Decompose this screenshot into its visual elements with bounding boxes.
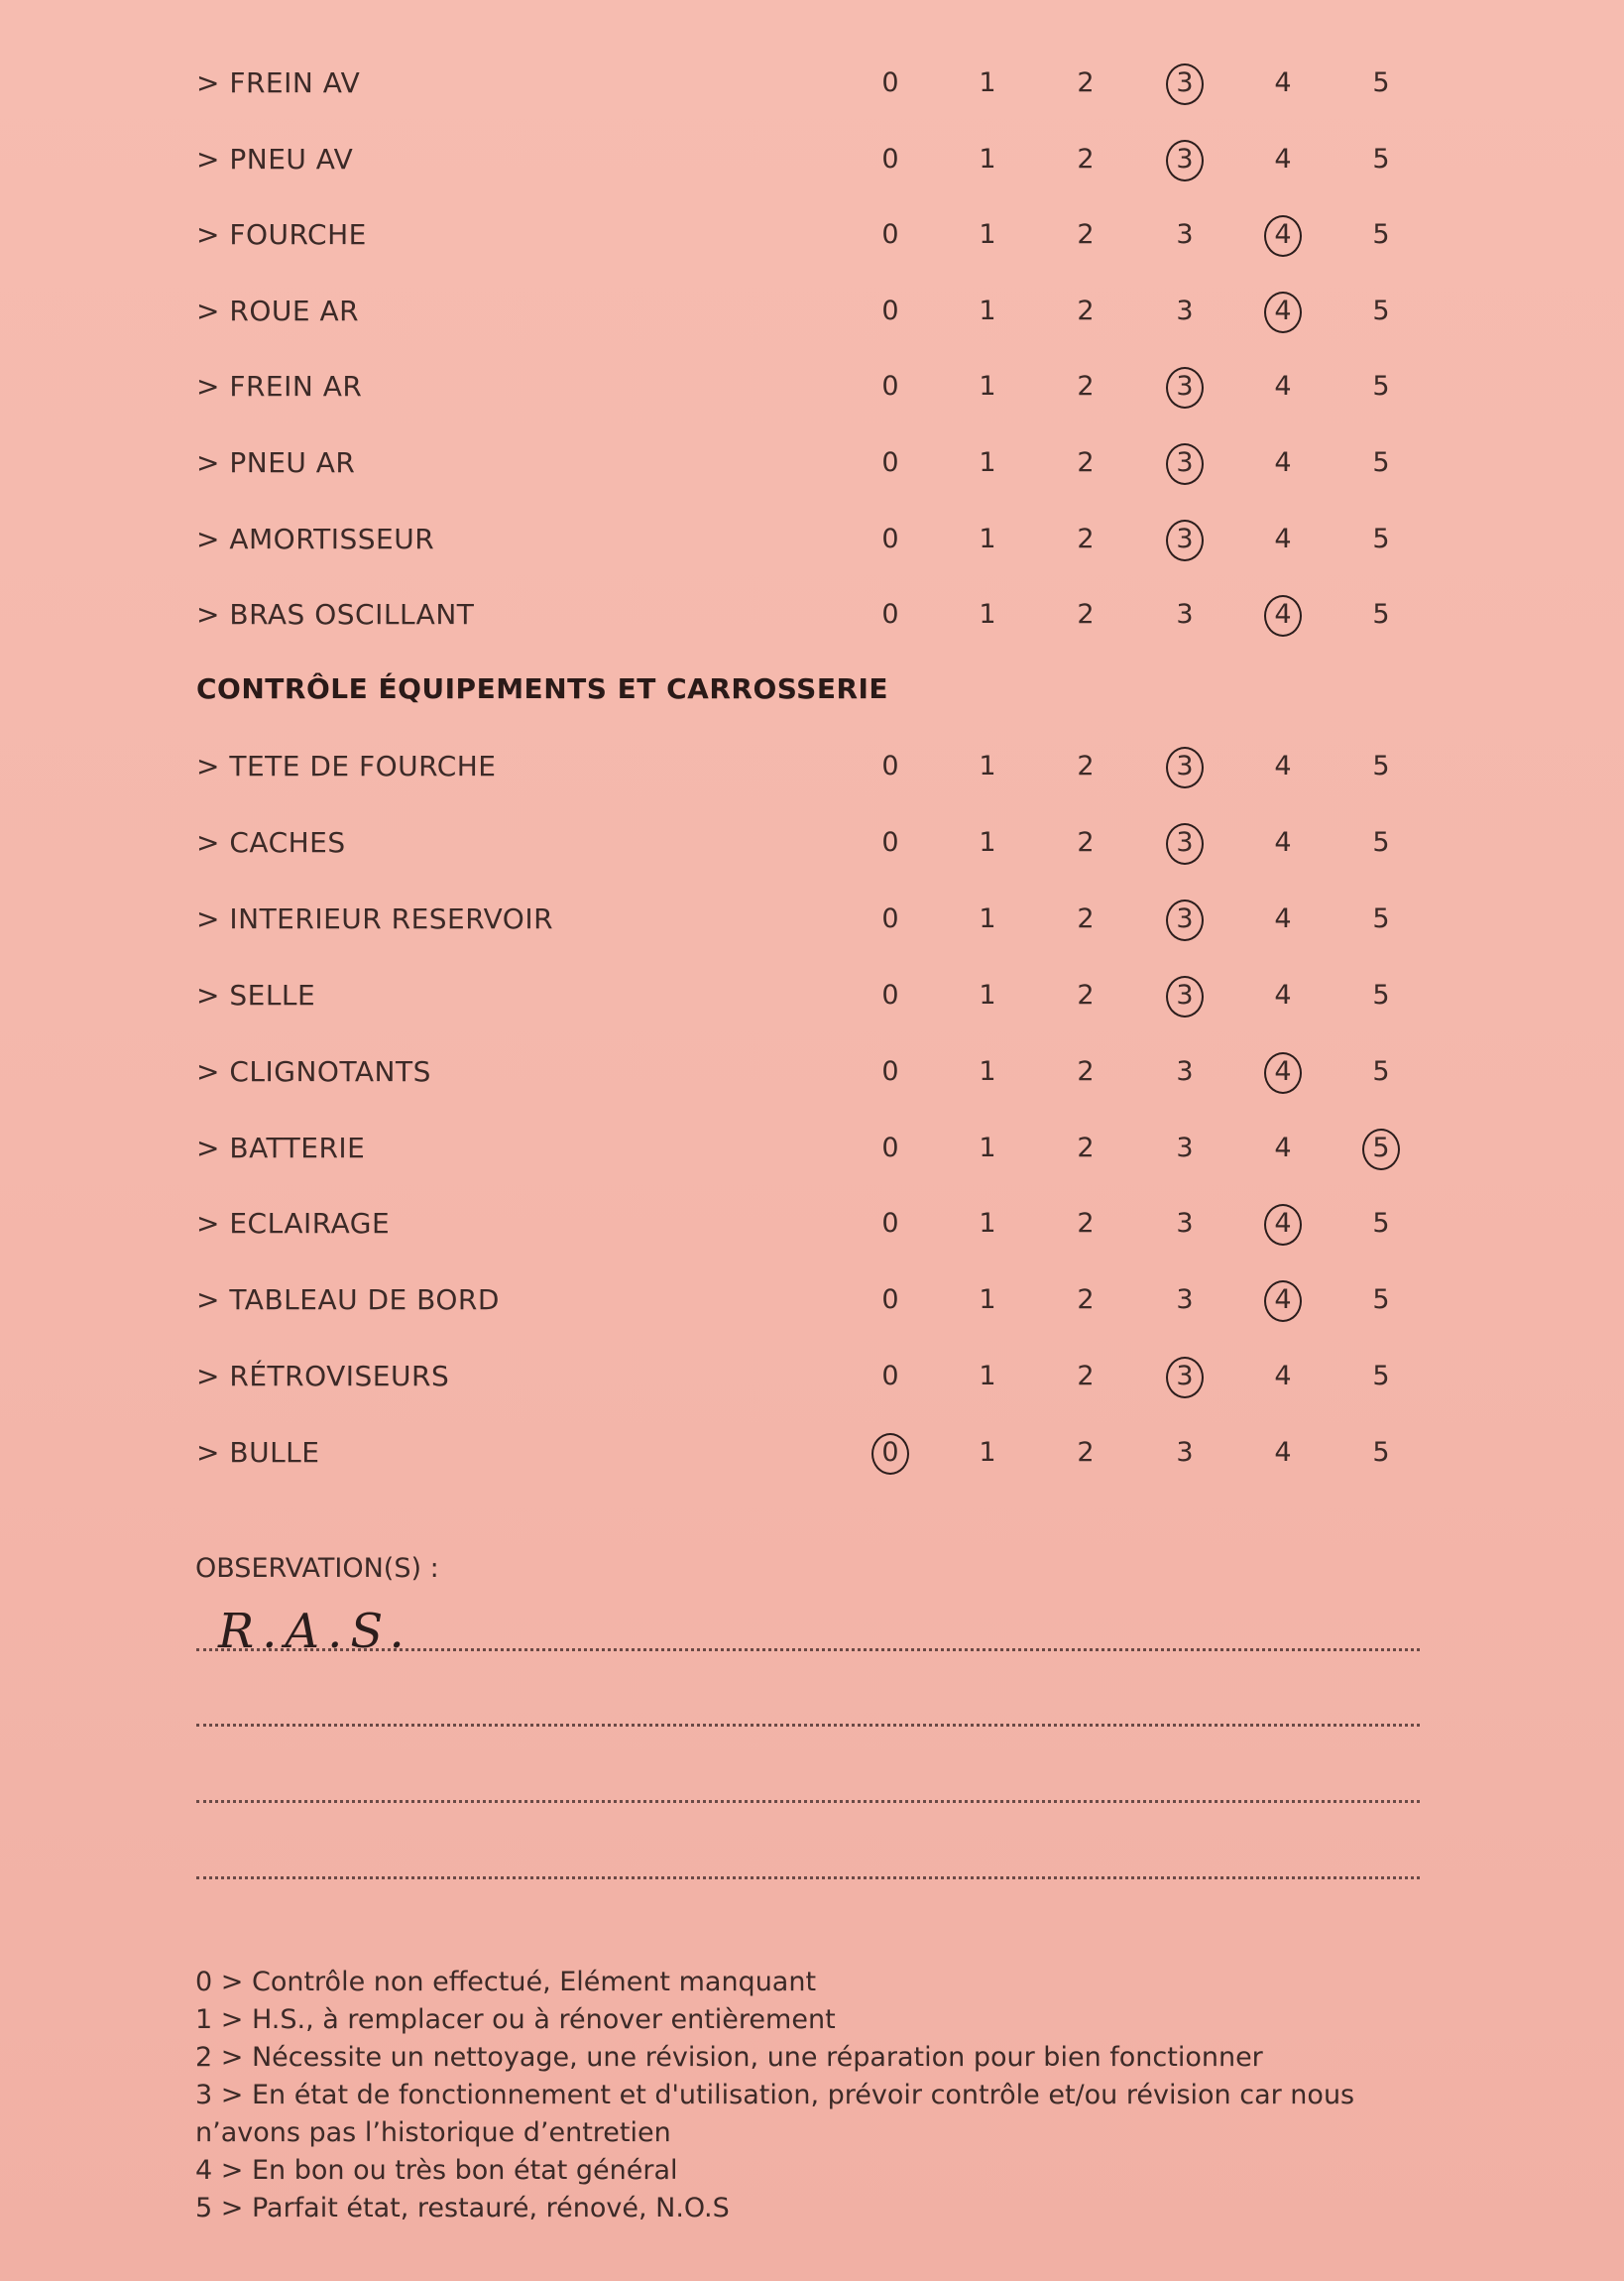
checklist-row [0, 1042, 1624, 1102]
legend-line: 1 > H.S., à remplacer ou à rénover entièrement [195, 2004, 836, 2035]
legend-line: 0 > Contrôle non effectué, Elément manquant [195, 1967, 817, 1997]
rating-option[interactable]: 0 [881, 1284, 899, 1316]
checklist-row [0, 510, 1624, 569]
legend-line: n’avons pas l’historique d’entretien [195, 2117, 671, 2148]
item-label: > PNEU AR [196, 446, 356, 479]
rating-option[interactable]: 2 [1077, 371, 1095, 403]
rating-option[interactable]: 5 [1372, 295, 1390, 326]
rating-option-circled[interactable]: 3 [1160, 890, 1210, 949]
rating-option[interactable]: 5 [1372, 371, 1390, 403]
rating-option[interactable]: 4 [1274, 143, 1292, 175]
checklist-row [0, 585, 1624, 645]
checklist-row [0, 205, 1624, 265]
rating-option[interactable]: 3 [1176, 295, 1194, 326]
item-label: > AMORTISSEUR [196, 522, 435, 555]
rating-option[interactable]: 0 [881, 523, 899, 554]
item-label: > ECLAIRAGE [196, 1207, 391, 1241]
rating-option[interactable]: 1 [979, 295, 996, 326]
rating-option[interactable]: 2 [1077, 1208, 1095, 1240]
rating-option[interactable]: 3 [1176, 1208, 1194, 1240]
rating-option[interactable]: 0 [881, 599, 899, 631]
observations-title: OBSERVATION(S) : [195, 1553, 439, 1584]
item-label: > SELLE [196, 978, 316, 1012]
checklist-row [0, 813, 1624, 873]
rating-option[interactable]: 5 [1372, 1208, 1390, 1240]
rating-option-circled[interactable]: 3 [1160, 433, 1210, 493]
rating-option[interactable]: 5 [1372, 1437, 1390, 1469]
item-label: > FREIN AV [196, 66, 361, 99]
item-label: > FREIN AR [196, 370, 363, 404]
rating-option[interactable]: 1 [979, 143, 996, 175]
rating-option[interactable]: 0 [881, 979, 899, 1011]
rating-option[interactable]: 0 [881, 219, 899, 251]
rating-option[interactable]: 3 [1176, 1284, 1194, 1316]
item-label: > INTERIEUR RESERVOIR [196, 901, 554, 935]
checklist-row [0, 890, 1624, 949]
rating-option[interactable]: 1 [979, 826, 996, 858]
rating-option[interactable]: 0 [881, 447, 899, 478]
rating-option[interactable]: 0 [881, 751, 899, 781]
checklist-row [0, 1347, 1624, 1406]
rating-option[interactable]: 3 [1176, 1437, 1194, 1469]
rating-option[interactable]: 2 [1077, 1284, 1095, 1316]
rating-option[interactable]: 2 [1077, 979, 1095, 1011]
rating-option[interactable]: 2 [1077, 67, 1095, 98]
item-label: > TETE DE FOURCHE [196, 750, 497, 782]
rating-option[interactable]: 0 [881, 1055, 899, 1087]
rating-option-circled[interactable]: 3 [1160, 357, 1210, 417]
rating-option[interactable]: 0 [881, 1132, 899, 1163]
rating-option[interactable]: 2 [1077, 219, 1095, 251]
rating-option-circled[interactable]: 4 [1258, 585, 1308, 645]
checklist-row [0, 1423, 1624, 1483]
rating-option-circled[interactable]: 0 [866, 1423, 915, 1483]
rating-option-circled[interactable]: 4 [1258, 282, 1308, 341]
rating-option[interactable]: 5 [1372, 67, 1390, 98]
rating-option[interactable]: 5 [1372, 979, 1390, 1011]
rating-option[interactable]: 1 [979, 902, 996, 934]
rating-option[interactable]: 3 [1176, 1055, 1194, 1087]
rating-option[interactable]: 0 [881, 143, 899, 175]
rating-option[interactable]: 2 [1077, 751, 1095, 781]
checklist-row [0, 130, 1624, 189]
rating-option[interactable]: 5 [1372, 599, 1390, 631]
rating-option[interactable]: 0 [881, 1361, 899, 1392]
checklist-row [0, 282, 1624, 341]
legend-line: 4 > En bon ou très bon état général [195, 2155, 678, 2186]
rating-option[interactable]: 1 [979, 979, 996, 1011]
rating-option[interactable]: 2 [1077, 295, 1095, 326]
rating-option[interactable]: 1 [979, 599, 996, 631]
checklist-row [0, 1270, 1624, 1330]
rating-option[interactable]: 2 [1077, 1055, 1095, 1087]
rating-option[interactable]: 1 [979, 219, 996, 251]
checklist-row [0, 1119, 1624, 1178]
legend-line: 3 > En état de fonctionnement et d'utilisation, prévoir contrôle et/ou révision car nous [195, 2080, 1355, 2110]
observation-line [196, 1876, 1420, 1879]
rating-option[interactable]: 2 [1077, 447, 1095, 478]
item-label: > FOURCHE [196, 218, 367, 252]
item-label: > BATTERIE [196, 1131, 366, 1164]
checklist-row [0, 966, 1624, 1025]
legend-line: 2 > Nécessite un nettoyage, une révision, une réparation pour bien fonctionner [195, 2042, 1263, 2073]
rating-option-circled[interactable]: 5 [1356, 1119, 1406, 1178]
rating-option[interactable]: 3 [1176, 219, 1194, 251]
rating-option-circled[interactable]: 3 [1160, 813, 1210, 873]
section-title: CONTRÔLE ÉQUIPEMENTS ET CARROSSERIE [196, 672, 889, 705]
rating-option[interactable]: 4 [1274, 979, 1292, 1011]
rating-option[interactable]: 1 [979, 523, 996, 554]
rating-option[interactable]: 5 [1372, 447, 1390, 478]
rating-option[interactable]: 1 [979, 1132, 996, 1163]
rating-option[interactable]: 2 [1077, 1132, 1095, 1163]
rating-option[interactable]: 0 [881, 1208, 899, 1240]
rating-option[interactable]: 0 [881, 67, 899, 98]
item-label: > CACHES [196, 825, 346, 859]
item-label: > ROUE AR [196, 294, 360, 327]
rating-option[interactable]: 4 [1274, 371, 1292, 403]
rating-option[interactable]: 4 [1274, 447, 1292, 478]
rating-option-circled[interactable]: 3 [1160, 510, 1210, 569]
rating-option[interactable]: 4 [1274, 1437, 1292, 1469]
item-label: > TABLEAU DE BORD [196, 1283, 500, 1317]
rating-option[interactable]: 1 [979, 447, 996, 478]
observations-handwriting: R.A.S. [218, 1604, 412, 1659]
legend-line: 5 > Parfait état, restauré, rénové, N.O.S [195, 2193, 730, 2223]
checklist-row [0, 433, 1624, 493]
rating-option[interactable]: 3 [1176, 1132, 1194, 1163]
rating-option-circled[interactable]: 3 [1160, 130, 1210, 189]
rating-option[interactable]: 5 [1372, 143, 1390, 175]
observation-line [196, 1724, 1420, 1727]
rating-option[interactable]: 2 [1077, 1361, 1095, 1392]
observation-line [196, 1800, 1420, 1803]
rating-option[interactable]: 1 [979, 1361, 996, 1392]
rating-option-circled[interactable]: 4 [1258, 1270, 1308, 1330]
rating-option-circled[interactable]: 3 [1160, 1347, 1210, 1406]
rating-option[interactable]: 1 [979, 67, 996, 98]
rating-option-circled[interactable]: 3 [1160, 54, 1210, 113]
rating-legend [195, 1964, 1425, 2227]
rating-option[interactable]: 1 [979, 751, 996, 781]
rating-option[interactable]: 5 [1372, 1055, 1390, 1087]
checklist-row [0, 357, 1624, 417]
item-label: > BRAS OSCILLANT [196, 598, 475, 632]
item-label: > PNEU AV [196, 142, 354, 176]
checklist-row [0, 1194, 1624, 1254]
rating-option[interactable]: 2 [1077, 826, 1095, 858]
rating-option-circled[interactable]: 4 [1258, 1194, 1308, 1254]
rating-option-circled[interactable]: 3 [1160, 737, 1210, 796]
rating-option[interactable]: 2 [1077, 523, 1095, 554]
rating-option[interactable]: 0 [881, 826, 899, 858]
rating-option-circled[interactable]: 3 [1160, 966, 1210, 1025]
rating-option[interactable]: 4 [1274, 67, 1292, 98]
rating-option-circled[interactable]: 4 [1258, 1042, 1308, 1102]
rating-option[interactable]: 0 [881, 295, 899, 326]
rating-option[interactable]: 2 [1077, 143, 1095, 175]
rating-option[interactable]: 1 [979, 1055, 996, 1087]
observation-line [196, 1648, 1420, 1651]
rating-option[interactable]: 5 [1372, 219, 1390, 251]
item-label: > BULLE [196, 1436, 320, 1470]
rating-option[interactable]: 5 [1372, 751, 1390, 781]
item-label: > CLIGNOTANTS [196, 1054, 431, 1088]
rating-option[interactable]: 4 [1274, 1361, 1292, 1392]
rating-option[interactable]: 1 [979, 371, 996, 403]
rating-option-circled[interactable]: 4 [1258, 205, 1308, 265]
rating-option[interactable]: 5 [1372, 826, 1390, 858]
rating-option[interactable]: 2 [1077, 902, 1095, 934]
rating-option[interactable]: 2 [1077, 599, 1095, 631]
rating-option[interactable]: 4 [1274, 826, 1292, 858]
rating-option[interactable]: 5 [1372, 1284, 1390, 1316]
rating-option[interactable]: 1 [979, 1284, 996, 1316]
rating-option[interactable]: 0 [881, 902, 899, 934]
rating-option[interactable]: 1 [979, 1437, 996, 1469]
rating-option[interactable]: 4 [1274, 902, 1292, 934]
rating-option[interactable]: 0 [881, 371, 899, 403]
rating-option[interactable]: 4 [1274, 1132, 1292, 1163]
checklist-row [0, 737, 1624, 796]
rating-option[interactable]: 1 [979, 1208, 996, 1240]
rating-option[interactable]: 4 [1274, 751, 1292, 781]
rating-option[interactable]: 2 [1077, 1437, 1095, 1469]
item-label: > RÉTROVISEURS [196, 1360, 450, 1393]
rating-option[interactable]: 5 [1372, 1361, 1390, 1392]
rating-option[interactable]: 5 [1372, 902, 1390, 934]
rating-option[interactable]: 4 [1274, 523, 1292, 554]
checklist-row [0, 54, 1624, 113]
rating-option[interactable]: 5 [1372, 523, 1390, 554]
rating-option[interactable]: 3 [1176, 599, 1194, 631]
